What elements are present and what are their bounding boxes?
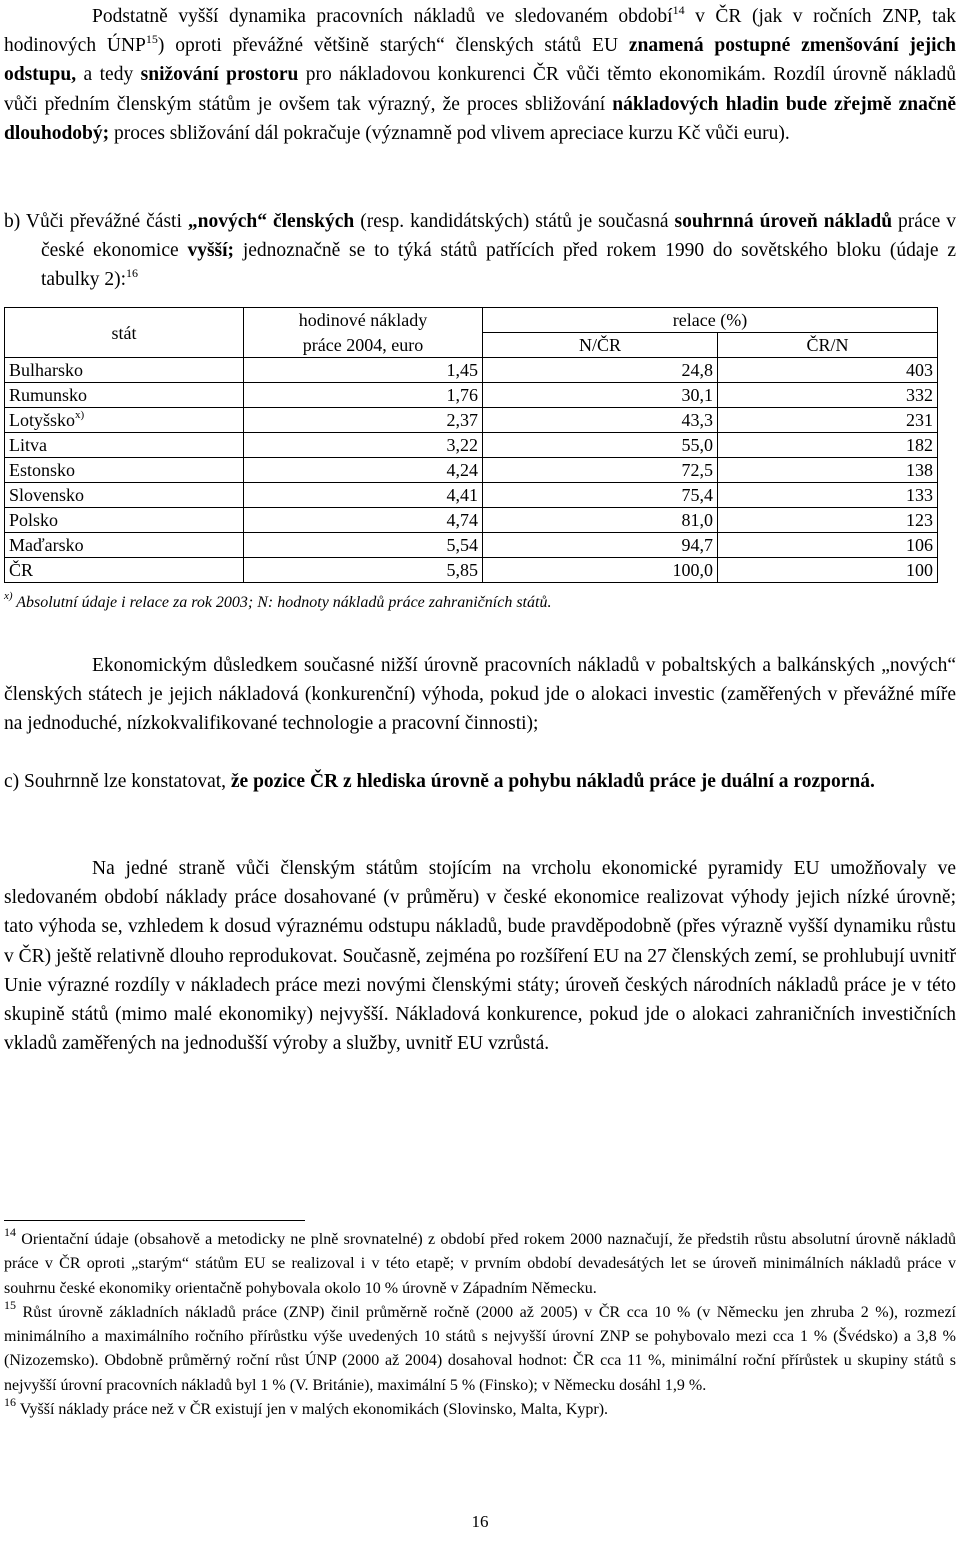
footnotes — [4, 1225, 956, 1422]
cell-cost: 2,37 — [244, 408, 483, 433]
cell-cost: 1,76 — [244, 383, 483, 408]
paragraph-consequence: Ekonomickým důsledkem současné nižší úrovně pracovních nákladů v pobaltských a balkánských „nových“ členských státech je jejich nákladová (konkurenční) výhoda, pokud jde o alokaci investic (zaměřených v převážné míře na jednoduché, nízkokvalifikované technologie a pracovní činnosti); — [4, 655, 956, 735]
cell-n-cr: 100,0 — [483, 558, 718, 583]
cell-cost: 5,85 — [244, 558, 483, 583]
footnote-ref-15[interactable]: 15 — [145, 32, 158, 47]
cell-state: Slovensko — [5, 483, 244, 508]
footnote-separator — [4, 1220, 305, 1221]
cell-cost: 4,24 — [244, 458, 483, 483]
cell-state: Estonsko — [5, 458, 244, 483]
cell-cr-n: 231 — [718, 408, 938, 433]
cell-cost: 1,45 — [244, 358, 483, 383]
paragraph-dynamics: Podstatně vyšší dynamika pracovních nákladů ve sledovaném období$^{14}$ v ČR (jak v ročních ZNP, tak hodinových ÚNP$^{15}$) oproti převážné většině starých“ členských států EU znamená postupné zmenšování jejich odstupu, a tedy snižování prostoru pro nákladovou konkurenci ČR vůči těmto ekonomikám. Rozdíl úrovně nákladů vůči předním členským státům je ovšem tak výrazný, že proces sbližování nákladových hladin bude zřejmě značně dlouhodobý; proces sbližování dál pokračuje (významně pod vlivem apreciace kurzu Kč vůči euru). — [4, 3, 957, 144]
cell-cr-n: 182 — [718, 433, 938, 458]
cell-state: Rumunsko — [5, 383, 244, 408]
cell-n-cr: 43,3 — [483, 408, 718, 433]
footnote-ref-16[interactable]: 16 — [126, 266, 139, 281]
cell-cr-n: 100 — [718, 558, 938, 583]
cell-cr-n: 403 — [718, 358, 938, 383]
table-row — [5, 558, 938, 583]
header-cost-line2: práce 2004, euro — [244, 333, 483, 358]
cell-cr-n: 133 — [718, 483, 938, 508]
cell-state: ČR — [5, 558, 244, 583]
footnote-ref-14[interactable]: 14 — [672, 3, 685, 17]
cell-state: Lotyšsko$^{x)}$ — [5, 408, 244, 433]
cell-cost: 5,54 — [244, 533, 483, 558]
table-row — [5, 408, 938, 433]
header-state: stát — [5, 308, 244, 358]
cell-cr-n: 106 — [718, 533, 938, 558]
table-row — [5, 458, 938, 483]
header-n-cr: N/ČR — [483, 333, 718, 358]
paragraph-one-side: Na jedné straně vůči členským státům stojícím na vrcholu ekonomické pyramidy EU umožňovaly ve sledovaném období náklady práce dosahované (v průměru) v české ekonomice realizovat výhody jejich nízké úrovně; tato výhoda se, vzhledem k dosud výraznému odstupu nákladů, bude pravděpodobně (přes výrazně vyšší dynamiku růstu v ČR) ještě relativně dlouho reprodukovat. Současně, zejména po rozšíření EU na 27 členských zemí, se prohlubují uvnitř Unie výrazné rozdíly v nákladech práce mezi novými členskými státy; úroveň českých národních nákladů práce je v této skupině států (mimo malé ekonomiky) nejvyšší. Nákladová konkurence, pokud jde o alokaci zahraničních investičních vkladů zaměřených na jednodušší výroby a služby, uvnitř EU vzrůstá. — [4, 858, 956, 1055]
cell-n-cr: 24,8 — [483, 358, 718, 383]
cell-cr-n: 332 — [718, 383, 938, 408]
labour-cost-table — [4, 307, 938, 583]
table-row — [5, 383, 938, 408]
footnote-14: $^{14}$ Orientační údaje (obsahově a metodicky ne plně srovnatelné) z období před rokem 2000 naznačují, že předstih růstu absolutní úrovně nákladů práce v ČR oproti „starým“ státům EU se realizoval i v této etapě; v prvním období devadesátých let se úroveň minimálních nákladů práce v souhrnu české ekonomiky orientačně pohybovala okolo 10 % úrovně v Západním Německu. — [4, 1225, 956, 1297]
header-relace: relace (%) — [483, 308, 938, 333]
cell-cost: 4,74 — [244, 508, 483, 533]
paragraph-summary: c) Souhrnně lze konstatovat, že pozice ČR z hlediska úrovně a pohybu nákladů práce je duální a rozporná. — [4, 771, 875, 792]
table-row — [5, 358, 938, 383]
cell-n-cr: 94,7 — [483, 533, 718, 558]
cell-cr-n: 138 — [718, 458, 938, 483]
cell-n-cr: 55,0 — [483, 433, 718, 458]
cell-cost: 4,41 — [244, 483, 483, 508]
cell-cr-n: 123 — [718, 508, 938, 533]
cell-state: Polsko — [5, 508, 244, 533]
cell-state: Bulharsko — [5, 358, 244, 383]
paragraph-new-members: b) Vůči převážné části „nových“ členských (resp. kandidátských) států je současná souhrnná úroveň nákladů práce v české ekonomice vyšší; jednoznačně se to týká států patřících před rokem 1990 do sovětského bloku (údaje z tabulky 2):$^{16}$ — [4, 211, 956, 291]
cell-n-cr: 75,4 — [483, 483, 718, 508]
table-row — [5, 508, 938, 533]
footnote-16: $^{16}$ Vyšší náklady práce než v ČR existují jen v malých ekonomikách (Slovinsko, Malta, Kypr). — [4, 1395, 609, 1419]
cell-state: Litva — [5, 433, 244, 458]
table-note: $^{x)}$ Absolutní údaje i relace za rok 2003; N: hodnoty nákladů práce zahraničních států. — [4, 590, 552, 611]
table-row — [5, 433, 938, 458]
table-row — [5, 483, 938, 508]
cell-cost: 3,22 — [244, 433, 483, 458]
table-row — [5, 533, 938, 558]
cell-n-cr: 72,5 — [483, 458, 718, 483]
cell-n-cr: 81,0 — [483, 508, 718, 533]
cell-n-cr: 30,1 — [483, 383, 718, 408]
page-number: 16 — [471, 1512, 489, 1531]
footnote-15: $^{15}$ Růst úrovně základních nákladů práce (ZNP) činil průměrně ročně (2000 až 2005) v ČR cca 10 % (v Německu jen zhruba 2 %), rozmezí minimálního a maximálního ročního přírůstku výše uvedených 10 států s nejvyšší úrovní ZNP se pohybovalo mezi cca 1 % (Švédsko) a 3,8 % (Nizozemsko). Obdobně průměrný roční růst ÚNP (2000 až 2004) dosahoval hodnot: ČR cca 11 %, minimální roční přírůstek u skupiny států s nejvyšší úrovní pracovních nákladů byl 1 % (V. Británie), maximální 5 % (Finsko); v Německu dosáhl 1,9 %. — [4, 1297, 956, 1394]
header-cost-line1: hodinové náklady — [244, 308, 483, 333]
cell-state: Maďarsko — [5, 533, 244, 558]
header-cr-n: ČR/N — [718, 333, 938, 358]
